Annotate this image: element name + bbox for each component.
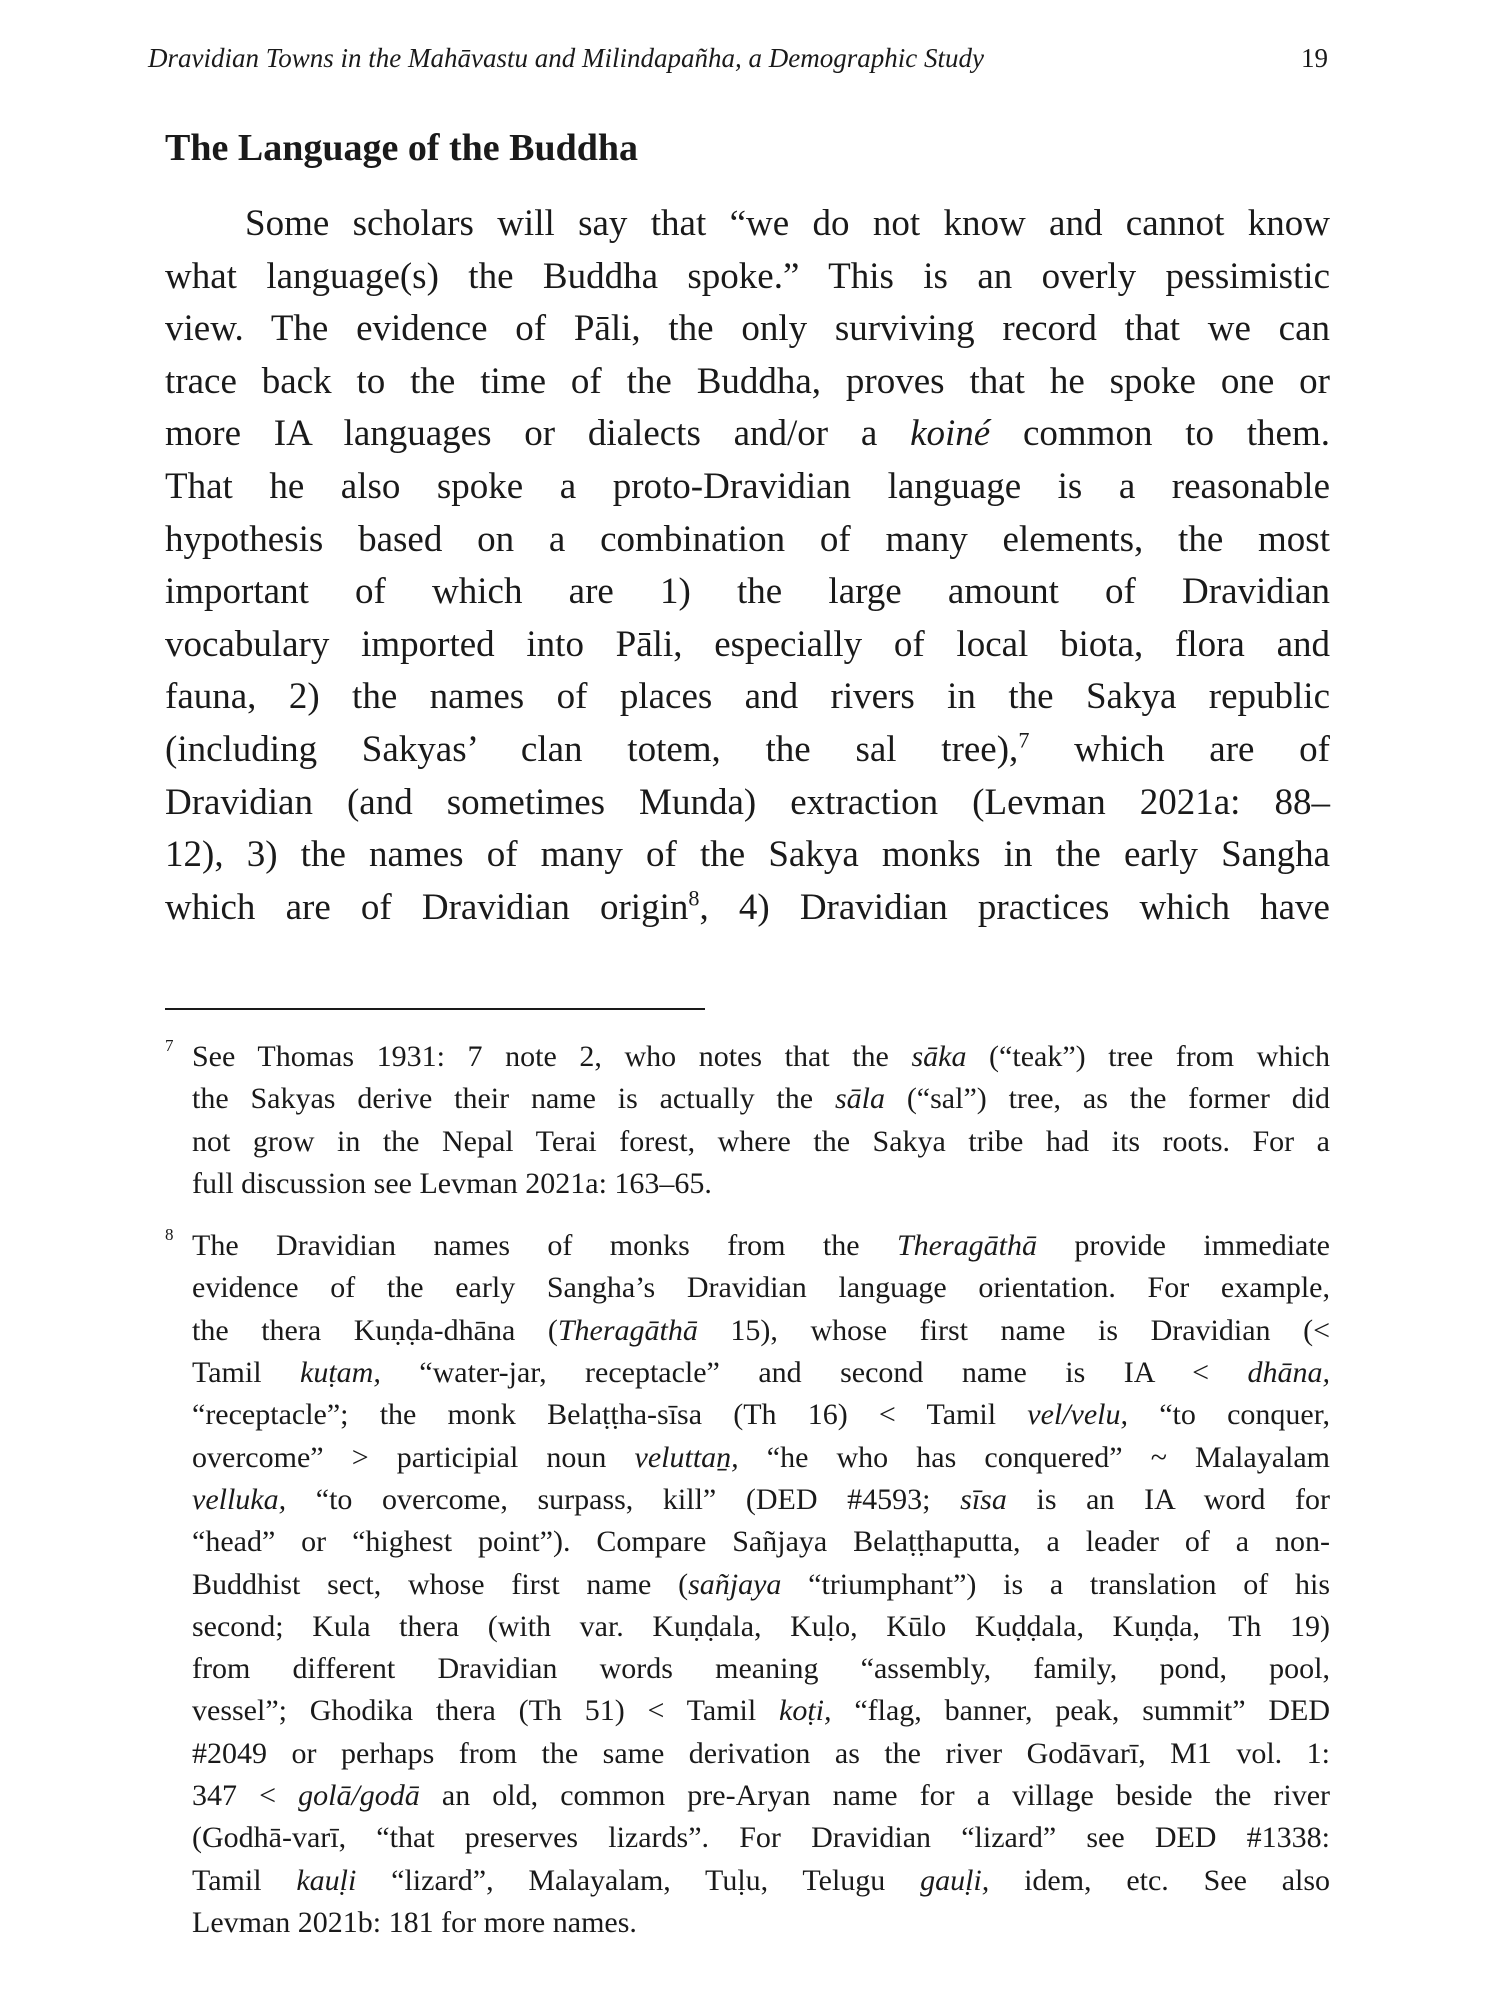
italic-term: golā/godā <box>298 1779 420 1813</box>
italic-term: kauḷi <box>296 1863 357 1897</box>
body-line: Some scholars will say that “we do not know and cannot know <box>245 203 1330 244</box>
body-paragraph <box>165 198 1330 934</box>
italic-term: sañjaya <box>688 1567 782 1601</box>
body-line <box>165 408 1330 461</box>
italic-term: velluka, <box>192 1482 287 1516</box>
footnote-line: Levman 2021b: 181 for more names. <box>192 1905 637 1939</box>
running-head <box>148 38 1328 78</box>
footnote-line <box>192 1690 1330 1732</box>
text-run: “to conquer, <box>1159 1398 1330 1432</box>
text-run: which are of <box>1074 728 1331 770</box>
body-line: what language(s) the Buddha spoke.” This is an overly pessimistic <box>165 255 1330 297</box>
italic-term: sāka <box>911 1040 967 1073</box>
footnote-line <box>192 1036 1330 1078</box>
text-run: (“teak”) tree from which <box>989 1040 1330 1073</box>
section-heading: The Language of the Buddha <box>165 127 639 169</box>
text-run: “he who has conquered” ~ Malayalam <box>766 1440 1330 1474</box>
body-line: hypothesis based on a combination of many elements, the most <box>165 518 1330 560</box>
footnote-7 <box>165 1036 1330 1205</box>
text-run: which are of Dravidian origin <box>165 886 689 928</box>
footnote-8 <box>165 1225 1330 1944</box>
footnote-line: evidence of the early Sangha’s Dravidian language orientation. For example, <box>192 1271 1330 1305</box>
italic-term: sāla <box>834 1082 885 1116</box>
italic-term: sīsa <box>960 1482 1007 1516</box>
footnotes-section <box>165 1036 1330 1944</box>
footnote-line <box>192 1860 1330 1902</box>
footnote-line: (Godhā-varī, “that preserves lizards”. For Dravidian “lizard” see DED #1338: <box>192 1821 1330 1855</box>
body-line: trace back to the time of the Buddha, proves that he spoke one or <box>165 360 1330 402</box>
text-run: is an IA word for <box>1036 1482 1330 1516</box>
italic-term: koṭi, <box>779 1694 832 1728</box>
footnote-line: from different Dravidian words meaning “assembly, family, pond, pool, <box>192 1652 1330 1686</box>
footnote-line: #2049 or perhaps from the same derivation as the river Godāvarī, M1 vol. 1: <box>192 1736 1330 1770</box>
text-run: 347 < <box>192 1779 277 1813</box>
footnote-line <box>192 1310 1330 1352</box>
body-line <box>165 882 1330 935</box>
body-line: view. The evidence of Pāli, the only surviving record that we can <box>165 308 1330 350</box>
body-line: Dravidian (and sometimes Munda) extraction (Levman 2021a: 88– <box>165 781 1330 823</box>
footnote-mark: 8 <box>165 1225 174 1245</box>
italic-term: gauḷi, <box>920 1863 990 1897</box>
footnote-line: “head” or “highest point”). Compare Sañjaya Belaṭṭhaputta, a leader of a non- <box>192 1525 1330 1559</box>
text-run: “triumphant”) is a translation of his <box>808 1567 1331 1601</box>
body-line: vocabulary imported into Pāli, especially of local biota, flora and <box>165 623 1330 665</box>
text-run: 15), whose first name is Dravidian (< <box>730 1313 1330 1347</box>
text-run: The Dravidian names of monks from the <box>192 1229 860 1263</box>
footnote-divider <box>165 1008 705 1010</box>
footnote-line <box>192 1078 1330 1120</box>
text-run: provide immediate <box>1074 1229 1330 1263</box>
text-run: “water-jar, receptacle” and second name is IA < <box>419 1356 1210 1390</box>
footnote-line: second; Kula thera (with var. Kuṇḍala, Kuḷo, Kūlo Kuḍḍala, Kuṇḍa, Th 19) <box>192 1609 1330 1643</box>
text-run: “receptacle”; the monk Belaṭṭha-sīsa (Th 16) < Tamil <box>192 1398 997 1432</box>
body-line: That he also spoke a proto-Dravidian language is a reasonable <box>165 465 1330 507</box>
text-run: “to overcome, surpass, kill” (DED #4593; <box>315 1482 931 1516</box>
footnote-line: not grow in the Nepal Terai forest, where the Sakya tribe had its roots. For a <box>192 1124 1330 1158</box>
page-number: 19 <box>1301 43 1328 73</box>
text-run: more IA languages or dialects and/or a <box>165 413 878 455</box>
footnote-mark: 7 <box>165 1036 174 1055</box>
text-run: overcome” > participial noun <box>192 1440 607 1474</box>
body-line: 12), 3) the names of many of the Sakya monks in the early Sangha <box>165 834 1330 876</box>
text-run: the Sakyas derive their name is actually the <box>192 1082 814 1116</box>
text-run: Tamil <box>192 1356 262 1390</box>
footnote-line <box>192 1225 1330 1267</box>
text-run: Tamil <box>192 1863 262 1897</box>
italic-term: kuṭam, <box>300 1356 381 1390</box>
footnote-line <box>192 1437 1330 1479</box>
italic-term: Theragāthā <box>896 1229 1037 1263</box>
italic-term: Theragāthā <box>557 1313 698 1347</box>
text-run: See Thomas 1931: 7 note 2, who notes that the <box>192 1040 889 1073</box>
body-line: fauna, 2) the names of places and rivers in the Sakya republic <box>165 676 1330 718</box>
text-run: Buddhist sect, whose first name ( <box>192 1567 689 1601</box>
text-run: “lizard”, Malayalam, Tuḷu, Telugu <box>391 1863 886 1897</box>
text-run: idem, etc. See also <box>1024 1863 1331 1897</box>
footnote-reference-8[interactable]: 8 <box>688 885 700 911</box>
footnote-line <box>192 1479 1330 1521</box>
italic-term: dhāna, <box>1247 1356 1331 1390</box>
text-run: (“sal”) tree, as the former did <box>906 1082 1331 1116</box>
footnote-line: full discussion see Levman 2021a: 163–65. <box>192 1166 712 1200</box>
footnote-line <box>192 1352 1330 1394</box>
footnote-reference-7[interactable]: 7 <box>1018 727 1030 753</box>
running-head-title: Dravidian Towns in the Mahāvastu and Milindapañha, a Demographic Study <box>148 43 984 73</box>
text-run: , 4) Dravidian practices which have <box>699 886 1330 928</box>
body-line: important of which are 1) the large amount of Dravidian <box>165 571 1330 613</box>
text-run: common to them. <box>1022 413 1331 455</box>
italic-term: vel/velu, <box>1027 1398 1129 1432</box>
text-run: (including Sakyas’ clan totem, the sal tree), <box>165 728 1019 770</box>
text-run: “flag, banner, peak, summit” DED <box>854 1694 1330 1728</box>
body-line <box>165 724 1330 777</box>
footnote-line <box>192 1775 1330 1817</box>
text-run: the thera Kuṇḍa-dhāna ( <box>192 1313 558 1347</box>
footnote-line <box>192 1564 1330 1606</box>
footnote-line <box>192 1394 1330 1436</box>
italic-term: veluttaṉ, <box>634 1440 739 1474</box>
text-run: vessel”; Ghodika thera (Th 51) < Tamil <box>192 1694 757 1728</box>
text-run: an old, common pre-Aryan name for a village beside the river <box>441 1779 1330 1813</box>
italic-term: koiné <box>910 413 991 455</box>
